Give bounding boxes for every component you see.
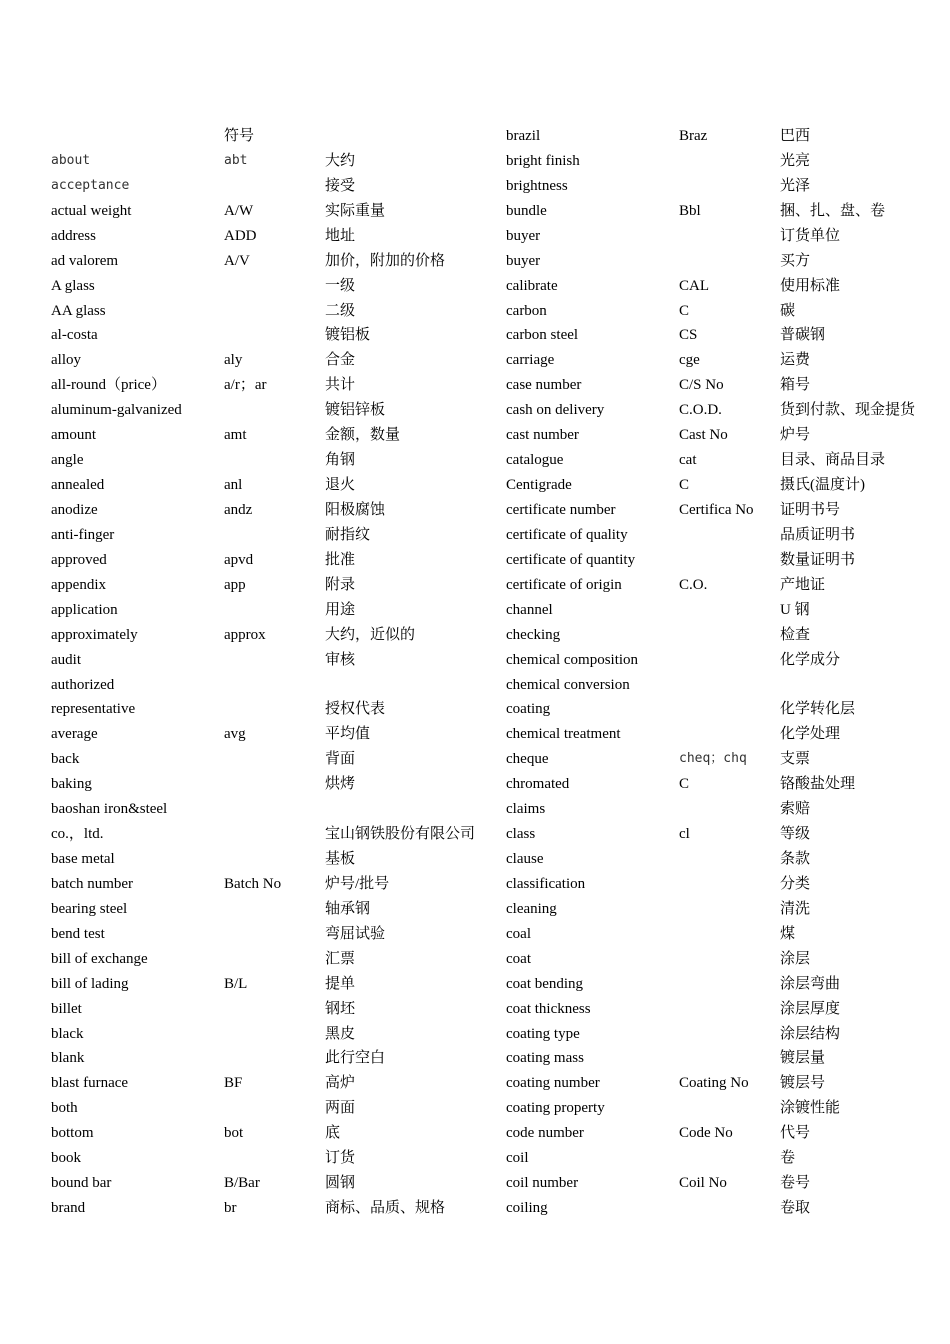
term-right: certificate of quantity	[506, 551, 636, 568]
term-left: representative	[51, 701, 136, 718]
meaning-right: 普碳钢	[780, 327, 826, 344]
abbr-left: ADD	[224, 227, 257, 244]
meaning-right: 使用标准	[780, 277, 841, 294]
term-right: Centigrade	[506, 477, 572, 493]
glossary-row	[0, 124, 950, 149]
term-left: approximately	[51, 626, 138, 643]
term-left: both	[51, 1100, 78, 1117]
term-left: bound bar	[51, 1175, 112, 1192]
term-left: bottom	[51, 1125, 94, 1142]
meaning-left: 炉号/批号	[325, 875, 390, 892]
meaning-right: 光亮	[780, 152, 811, 169]
glossary-row	[0, 423, 950, 448]
term-right: coating mass	[506, 1050, 584, 1067]
meaning-right: 涂层	[780, 950, 811, 967]
term-right: case number	[506, 377, 582, 394]
term-right: code number	[506, 1125, 584, 1142]
abbr-left: A/W	[224, 202, 254, 219]
meaning-left: 圆钢	[325, 1175, 356, 1192]
glossary-row	[0, 797, 950, 822]
meaning-left: 地址	[325, 227, 356, 244]
glossary-row	[0, 249, 950, 274]
glossary-row	[0, 348, 950, 373]
meaning-right: 支票	[780, 751, 811, 768]
meaning-right: 涂层厚度	[780, 1000, 841, 1017]
meaning-right: 索赔	[780, 801, 811, 818]
term-right: chemical conversion	[506, 676, 630, 693]
glossary-row	[0, 1096, 950, 1121]
term-right: certificate number	[506, 501, 616, 518]
term-left: appendix	[51, 576, 106, 593]
abbr-right: Bbl	[679, 202, 701, 219]
meaning-right: 箱号	[780, 377, 811, 394]
meaning-left: 退火	[325, 477, 356, 493]
meaning-right: 数量证明书	[780, 551, 856, 568]
term-left: aluminum-galvanized	[51, 402, 182, 419]
abbr-right: cheq；chq	[679, 751, 747, 767]
meaning-left: 大约，近似的	[325, 626, 416, 643]
abbr-right: C	[679, 477, 690, 493]
glossary-row	[0, 523, 950, 548]
meaning-right: 巴西	[780, 128, 811, 144]
term-right: bright finish	[506, 152, 580, 169]
meaning-right: 化学转化层	[780, 701, 856, 718]
meaning-left: 宝山钢铁股份有限公司	[325, 826, 476, 842]
term-right: coating	[506, 701, 551, 718]
meaning-right: 代号	[780, 1125, 811, 1142]
term-right: coating number	[506, 1075, 600, 1092]
glossary-row	[0, 947, 950, 972]
term-left: approved	[51, 551, 107, 568]
meaning-left: 平均值	[325, 726, 371, 743]
term-left: co.，ltd.	[51, 826, 104, 842]
term-left: all-round（price）	[51, 377, 166, 394]
glossary-row	[0, 448, 950, 473]
meaning-left: 黑皮	[325, 1025, 356, 1042]
term-right: class	[506, 826, 536, 842]
abbr-left: a/r；ar	[224, 377, 267, 394]
glossary-row	[0, 398, 950, 423]
term-right: carriage	[506, 352, 555, 369]
glossary-row	[0, 149, 950, 174]
abbr-right: Coating No	[679, 1075, 749, 1092]
term-left: black	[51, 1025, 84, 1042]
meaning-right: U 钢	[780, 601, 810, 618]
meaning-right: 铬酸盐处理	[780, 776, 856, 793]
term-right: bundle	[506, 202, 547, 219]
term-left: al-costa	[51, 327, 98, 344]
term-right: coat thickness	[506, 1000, 591, 1017]
meaning-right: 镀层量	[780, 1050, 826, 1067]
glossary-row	[0, 224, 950, 249]
glossary-row	[0, 922, 950, 947]
term-left: A glass	[51, 277, 95, 294]
meaning-left: 商标、品质、规格	[325, 1200, 446, 1216]
glossary-row	[0, 1196, 950, 1221]
meaning-right: 清洗	[780, 900, 811, 917]
abbr-right: Cast No	[679, 427, 728, 444]
term-right: clause	[506, 851, 544, 867]
glossary-row	[0, 274, 950, 299]
meaning-left: 弯屈试验	[325, 925, 386, 942]
abbr-left: approx	[224, 626, 266, 643]
meaning-left: 镀铝锌板	[325, 402, 386, 419]
abbr-left: avg	[224, 726, 246, 743]
meaning-right: 煤	[780, 925, 796, 942]
abbr-left: abt	[224, 152, 248, 168]
meaning-left: 角钢	[325, 452, 356, 469]
meaning-left: 背面	[325, 751, 356, 768]
term-right: chemical composition	[506, 651, 639, 668]
term-left: baoshan iron&steel	[51, 801, 168, 818]
meaning-right: 捆、扎、盘、卷	[780, 202, 886, 219]
meaning-right: 化学处理	[780, 726, 841, 743]
glossary-row	[0, 598, 950, 623]
abbr-right: C.O.	[679, 576, 708, 593]
glossary-row	[0, 199, 950, 224]
abbr-left: B/Bar	[224, 1175, 260, 1192]
meaning-left: 订货	[325, 1150, 356, 1167]
term-right: channel	[506, 601, 553, 618]
meaning-right: 分类	[780, 875, 811, 892]
term-right: cast number	[506, 427, 579, 444]
meaning-right: 卷	[780, 1150, 796, 1167]
abbr-right: C	[679, 776, 690, 793]
term-right: chromated	[506, 776, 570, 793]
glossary-row	[0, 548, 950, 573]
term-left: bill of exchange	[51, 950, 148, 967]
term-right: certificate of origin	[506, 576, 622, 593]
term-left: blast furnace	[51, 1075, 129, 1092]
abbr-left: aly	[224, 352, 243, 369]
meaning-left: 大约	[325, 152, 356, 169]
meaning-right: 证明书号	[780, 501, 841, 518]
abbr-left: Batch No	[224, 875, 282, 892]
meaning-right: 买方	[780, 252, 811, 269]
meaning-right: 炉号	[780, 427, 811, 444]
term-right: calibrate	[506, 277, 558, 294]
abbr-left: A/V	[224, 252, 250, 269]
meaning-right: 订货单位	[780, 227, 841, 244]
glossary-row	[0, 897, 950, 922]
term-right: carbon	[506, 302, 547, 319]
meaning-right: 化学成分	[780, 651, 841, 668]
term-left: anodize	[51, 501, 98, 518]
term-left: brand	[51, 1200, 86, 1216]
abbr-right: CS	[679, 327, 698, 344]
meaning-right: 产地证	[780, 576, 826, 593]
term-left: blank	[51, 1050, 85, 1067]
meaning-right: 卷号	[780, 1175, 811, 1192]
glossary-row	[0, 822, 950, 847]
term-left: ad valorem	[51, 252, 119, 269]
abbr-right: cat	[679, 452, 697, 469]
abbr-left: B/L	[224, 975, 248, 992]
meaning-right: 卷取	[780, 1200, 811, 1216]
glossary-row	[0, 697, 950, 722]
meaning-left: 二级	[325, 302, 356, 319]
term-right: checking	[506, 626, 561, 643]
term-right: cheque	[506, 751, 549, 768]
meaning-right: 摄氏(温度计)	[780, 477, 865, 493]
term-left: bend test	[51, 925, 105, 942]
term-left: angle	[51, 452, 84, 469]
abbr-left: anl	[224, 477, 243, 493]
meaning-right: 条款	[780, 851, 811, 867]
abbr-left: BF	[224, 1075, 243, 1092]
meaning-left: 用途	[325, 601, 356, 618]
term-right: cash on delivery	[506, 402, 605, 419]
term-left: bill of lading	[51, 975, 129, 992]
meaning-left: 金额，数量	[325, 427, 401, 444]
glossary-row	[0, 174, 950, 199]
meaning-left: 审核	[325, 651, 356, 668]
term-right: coil	[506, 1150, 529, 1167]
term-right: coal	[506, 925, 531, 942]
meaning-right: 涂镀性能	[780, 1100, 841, 1117]
term-left: amount	[51, 427, 96, 444]
meaning-right: 等级	[780, 826, 811, 842]
glossary-row	[0, 648, 950, 673]
abbr-right: Certifica No	[679, 501, 754, 518]
abbr-right: Code No	[679, 1125, 733, 1142]
term-right: coating type	[506, 1025, 580, 1042]
meaning-left: 一级	[325, 277, 356, 294]
term-right: coat	[506, 950, 531, 967]
glossary-row	[0, 872, 950, 897]
term-right: classification	[506, 875, 586, 892]
abbr-right: C/S No	[679, 377, 724, 394]
meaning-right: 涂层结构	[780, 1025, 841, 1042]
glossary-row	[0, 573, 950, 598]
glossary-row	[0, 747, 950, 772]
term-left: base metal	[51, 851, 115, 867]
meaning-left: 高炉	[325, 1075, 356, 1092]
abbr-right: Braz	[679, 128, 708, 144]
abbr-left: andz	[224, 501, 253, 518]
meaning-left: 两面	[325, 1100, 356, 1117]
term-left: annealed	[51, 477, 105, 493]
meaning-left: 合金	[325, 352, 356, 369]
term-right: chemical treatment	[506, 726, 621, 743]
meaning-left: 镀铝板	[325, 327, 371, 344]
abbr-right: cl	[679, 826, 690, 842]
term-left: baking	[51, 776, 92, 793]
abbr-left: app	[224, 576, 246, 593]
term-right: cleaning	[506, 900, 557, 917]
abbr-left: br	[224, 1200, 237, 1216]
term-left: bearing steel	[51, 900, 128, 917]
glossary-row	[0, 847, 950, 872]
abbr-left: amt	[224, 427, 247, 444]
meaning-left: 实际重量	[325, 202, 386, 219]
glossary-row	[0, 997, 950, 1022]
term-left: book	[51, 1150, 81, 1167]
meaning-left: 授权代表	[325, 701, 386, 718]
term-left: average	[51, 726, 98, 743]
glossary-row	[0, 772, 950, 797]
glossary-row	[0, 1171, 950, 1196]
meaning-right: 品质证明书	[780, 526, 856, 543]
term-left: acceptance	[51, 177, 130, 193]
term-right: brazil	[506, 128, 541, 144]
meaning-left: 底	[325, 1125, 341, 1142]
term-left: authorized	[51, 676, 115, 693]
meaning-right: 光泽	[780, 177, 811, 194]
meaning-left: 阳极腐蚀	[325, 501, 386, 518]
glossary-row	[0, 498, 950, 523]
term-right: buyer	[506, 227, 541, 244]
meaning-right: 碳	[780, 302, 796, 319]
abbr-right: CAL	[679, 277, 709, 294]
glossary-row	[0, 1146, 950, 1171]
meaning-left: 汇票	[325, 950, 356, 967]
term-left: about	[51, 152, 91, 168]
term-left: alloy	[51, 352, 81, 369]
term-right: claims	[506, 801, 546, 818]
term-right: coat bending	[506, 975, 584, 992]
term-right: certificate of quality	[506, 526, 628, 543]
meaning-right: 目录、商品目录	[780, 452, 886, 469]
meaning-right: 货到付款、现金提货	[780, 402, 916, 419]
term-right: buyer	[506, 252, 541, 269]
term-left: application	[51, 601, 118, 618]
meaning-left: 此行空白	[325, 1050, 386, 1067]
meaning-left: 烘烤	[325, 776, 356, 793]
abbr-left: 符号	[224, 128, 255, 144]
meaning-left: 加价，附加的价格	[325, 252, 446, 269]
meaning-left: 提单	[325, 975, 356, 992]
abbr-right: C.O.D.	[679, 402, 722, 419]
glossary-row	[0, 972, 950, 997]
meaning-right: 镀层号	[780, 1075, 826, 1092]
meaning-right: 涂层弯曲	[780, 975, 841, 992]
meaning-left: 附录	[325, 576, 356, 593]
abbr-left: apvd	[224, 551, 254, 568]
abbr-right: Coil No	[679, 1175, 727, 1192]
meaning-left: 批准	[325, 551, 356, 568]
term-right: coil number	[506, 1175, 579, 1192]
meaning-left: 基板	[325, 851, 356, 867]
glossary-row	[0, 1121, 950, 1146]
abbr-left: bot	[224, 1125, 244, 1142]
abbr-right: C	[679, 302, 690, 319]
term-left: back	[51, 751, 80, 768]
term-right: coiling	[506, 1200, 548, 1216]
glossary-row	[0, 323, 950, 348]
glossary-row	[0, 673, 950, 698]
meaning-left: 共计	[325, 377, 356, 394]
glossary-row	[0, 1046, 950, 1071]
term-left: billet	[51, 1000, 82, 1017]
term-left: anti-finger	[51, 526, 115, 543]
abbr-right: cge	[679, 352, 700, 369]
term-right: coating property	[506, 1100, 605, 1117]
glossary-row	[0, 722, 950, 747]
glossary-row	[0, 373, 950, 398]
glossary-row	[0, 1022, 950, 1047]
meaning-left: 钢坯	[325, 1000, 356, 1017]
term-left: address	[51, 227, 96, 244]
glossary-row	[0, 1071, 950, 1096]
glossary-row	[0, 299, 950, 324]
meaning-left: 轴承钢	[325, 900, 371, 917]
meaning-right: 运费	[780, 352, 811, 369]
meaning-left: 接受	[325, 177, 356, 194]
glossary-row	[0, 623, 950, 648]
term-right: carbon steel	[506, 327, 579, 344]
term-left: batch number	[51, 875, 134, 892]
meaning-left: 耐指纹	[325, 526, 371, 543]
glossary-row	[0, 473, 950, 498]
term-left: AA glass	[51, 302, 106, 319]
meaning-right: 检查	[780, 626, 811, 643]
term-left: audit	[51, 651, 81, 668]
term-left: actual weight	[51, 202, 132, 219]
term-right: brightness	[506, 177, 568, 194]
term-right: catalogue	[506, 452, 564, 469]
